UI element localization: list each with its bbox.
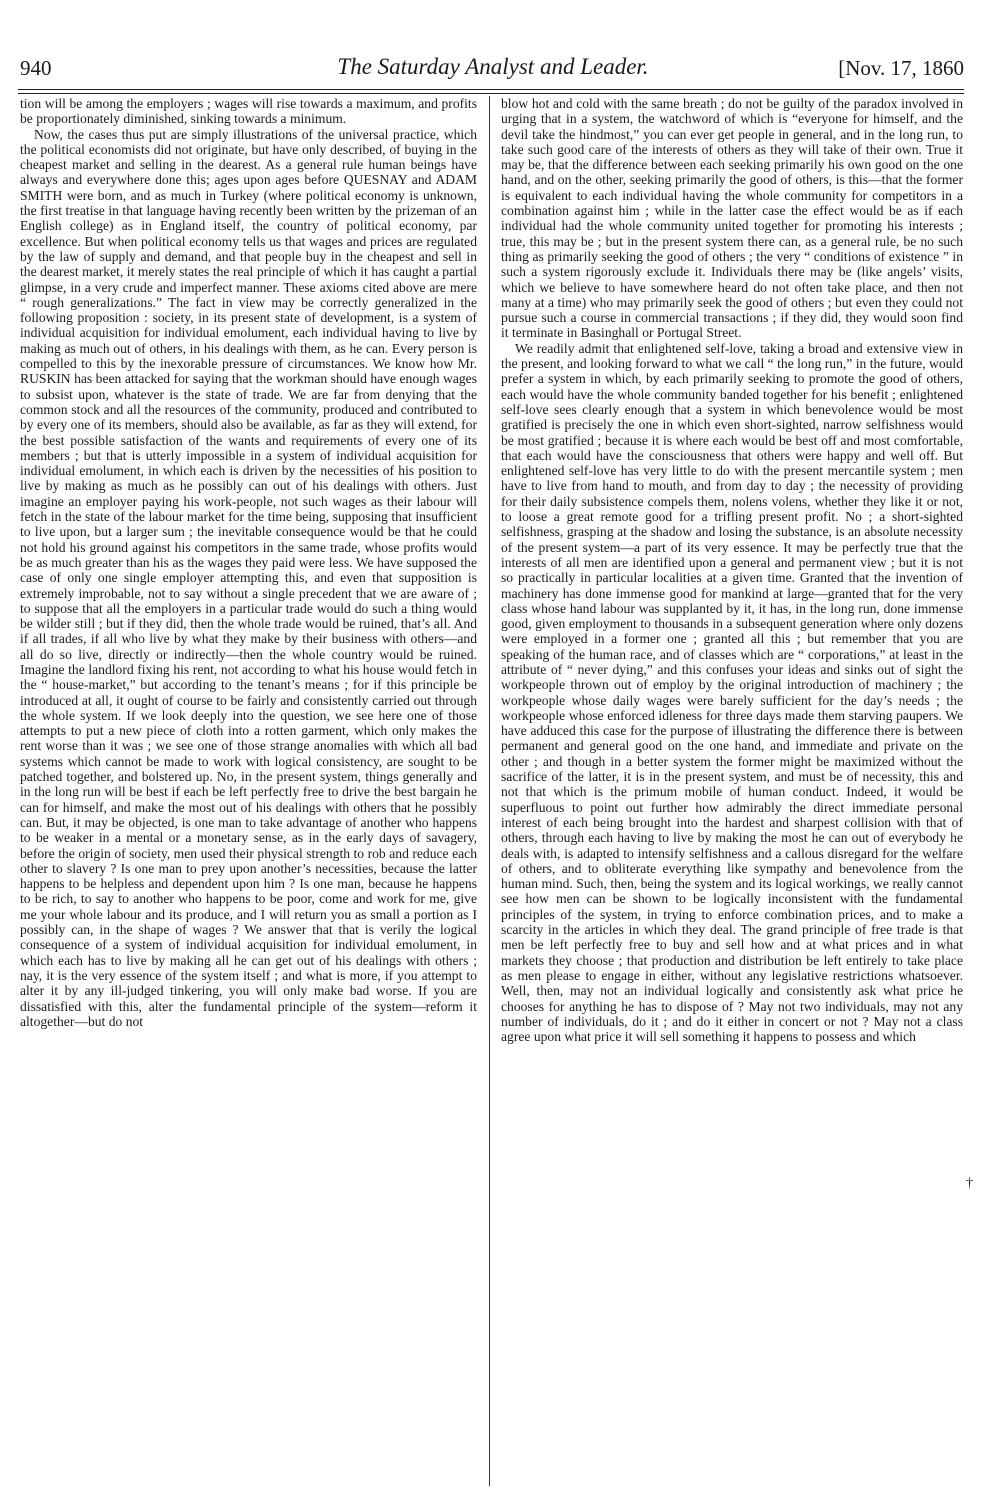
header-rule-double [18,93,964,94]
article-paragraph: blow hot and cold with the same breath ; do not be guilty of the paradox involved in urging that in a system, the watchword of which is “everyone for himself, and the devil take the hindmost,” you can ever get people in general, and in the long run, to take such good care of the interests of others as they will take of their own. True it may be, that the difference between each seeking primarily his own good on the one hand, and on the other, seeking primarily the good of others, is this—that the former is equivalent to each individual having the whole community for competitors in a combination against him ; while in the latter case the effect would be as if each individual had the whole community united together for promoting his interests ; true, this may be ; but in the present system there can, as a general rule, be no such thing as primarily seeking the good of others ; the very “ conditions of existence ” in such a system rigorously exclude it. Individuals there may be (like angels’ visits, which we believe to have somewhere heard do not often take place, and then not many at a time) who may primarily seek the good of others ; but even they could not pursue such a course in commercial transactions ; if they did, they would soon find it terminate in Basinghall or Portugal Street. [501,96,963,341]
page-header [18,52,968,92]
right-column [501,96,963,1488]
article-paragraph: tion will be among the employers ; wages will rise towards a maximum, and profits be proportionately diminished, sinking towards a minimum. [20,96,477,127]
page-number: 940 [20,56,52,80]
issue-date: [Nov. 17, 1860 [838,56,964,80]
column-divider [489,96,490,1486]
article-paragraph: We readily admit that enlightened self-love, taking a broad and extensive view in the present, and looking forward to what we call “ the long run,” in the future, would prefer a system in which, by each primarily seeking to promote the good of others, each would have the whole community banded together for his benefit ; enlightened self-love sees clearly enough that a system in which benevolence would be most gratified is precisely the one in which even short-sighted, narrow selfishness would be most gratified ; because it is where each would be best off and most comfortable, that each would have the consciousness that others were happy and well off. But enlightened self-love has very little to do with the present mercantile system ; men have to live from hand to mouth, and from day to day ; the necessity of providing for their daily subsistence compels them, nolens volens, whether they like it or not, to loose a great remote good for a trifling present profit. No ; a short-sighted selfishness, grasping at the shadow and losing the substance, is an absolute necessity of the present system—a part of its very essence. It may be perfectly true that the interests of all men are identified upon a general and permanent view ; but it is not so practically in particular localities at a given time. Granted that the invention of machinery has done immense good for mankind at large—granted that for the very class whose hand labour was supplanted by it, it has, in the long run, done immense good, given employment to thousands in a subsequent generation where only dozens were employed in a former one ; granted all this ; but remember that you are speaking of the human race, and of classes which are “ corporations,” at least in the attribute of “ never dying,” and this confuses your ideas and sinks out of sight the workpeople thrown out of employ by the original introduction of machinery ; the workpeople whose daily wages were barely sufficient for the day’s needs ; the workpeople whose enforced idleness for three days made them starving paupers. We have adduced this case for the purpose of illustrating the difference there is between permanent and general good on the one hand, and immediate and private on the other ; and though in a better system the former might be maximized without the sacrifice of the latter, it is in the present system, and must be of necessity, this and not that which is the primum mobile of human conduct. Indeed, it would be superfluous to point out further how admirably the direct immediate personal interest of each being brought into the hardest and sharpest collision with that of others, through each having to live by making the most he can out of everybody he deals with, is adapted to intensify selfishness and a callous disregard for the welfare of others, and to obliterate everything like sympathy and benevolence from the human mind. Such, then, being the system and its logical workings, we really cannot see how men can be shown to be logically inconsistent with the fundamental principles of the system, in trying to enforce combination prices, and to make a scarcity in the articles in which they deal. The grand principle of free trade is that men be left perfectly free to buy and sell how and at what prices and in what markets they choose ; that production and distribution be left entirely to take place as men please to engage in either, without any legislative restrictions whatsoever. Well, then, may not an individual logically and consistently ask what price he chooses for anything he has to dispose of ? May not two individuals, may not any number of individuals, do it ; and do it either in concert or not ? May not a class agree upon what price it will sell something it happens to possess and which [501,340,963,1045]
article-paragraph: Now, the cases thus put are simply illustrations of the universal practice, which the political economists did not originate, but have only described, of buying in the cheapest market and selling in the dearest. As a general rule human beings have always and everywhere done this; ages upon ages before QUESNAY and ADAM SMITH were born, and as much in Turkey (where political economy is unknown, the first treatise in that language having recently been written by the prizeman of an English college) as in England itself, the country of political economy, par excellence. But when political economy tells us that wages and prices are regulated by the law of supply and demand, and that people buy in the cheapest and sell in the dearest market, it merely states the real principle of which it has caught a partial glimpse, in a very crude and imperfect manner. These axioms cited above are mere “ rough generalizations.” The fact in view may be correctly generalized in the following proposition : society, in its present state of development, is a system of individual acquisition for individual emolument, each individual having to live by making as much out of others, in his dealings with them, as he can. Every person is compelled to this by the inexorable pressure of circumstances. We know how Mr. RUSKIN has been attacked for saying that the workman should have enough wages to subsist upon, whatever is the state of trade. We are far from denying that the common stock and all the resources of the community, produced and contributed to by every one of its members, should also be available, as far as they will extend, for the best possible satisfaction of the wants and requirements of every one of its members ; but that is utterly impossible in a system of individual acquisition for individual emolument, in which each is driven by the necessities of his position to live by making as much as he possibly can out of his dealings with others. Just imagine an employer paying his work-people, not such wages as their labour will fetch in the state of the labour market for the time being, supposing that insufficient to live upon, but a larger sum ; the inevitable consequence would be that he could not hold his ground against his competitors in the same trade, whose profits would be as much greater than his as the wages they paid were less. We have supposed the case of only one single employer attempting this, and even that supposition is extremely improbable, not to say without a single precedent that we are aware of ; to suppose that all the employers in a particular trade would do such a thing would be wilder still ; but if they did, then the whole trade would be ruined, that’s all. And if all trades, if all who live by what they make by their business with others—and all do so live, directly or indirectly—then the whole country would be ruined. Imagine the landlord fixing his rent, not according to what his house would fetch in the “ house-market,” but according to the tenant’s means ; for if this principle be introduced at all, it ought of course to be fairly and consistently carried out through the whole system. If we look deeply into the question, we see here one of those attempts to put a new piece of cloth into a rotten garment, which only makes the rent worse than it was ; we see one of those strange anomalies with which all bad systems which cannot be made to work with logical consistency, are sought to be patched together, and bolstered up. No, in the present system, things generally and in the long run will be best if each be left perfectly free to drive the best bargain he can for himself, and make the most out of his dealings with others that he possibly can. But, it may be objected, is one man to take advantage of another who happens to be weaker in a mental or a monetary sense, as in the early days of savagery, before the origin of society, men used their physical strength to rob and reduce each other to slavery ? Is one man to prey upon another’s necessities, because the latter happens to be helpless and dependent upon him ? Is one man, because he happens to be rich, to say to another who happens to be poor, come and work for me, give me your whole labour and its produce, and I will return you as small a portion as I possibly can, in the shape of wages ? We answer that that is verily the logical consequence of a system of individual acquisition for individual emolument, in which each has to live by making all he can get out of his dealings with others ; nay, it is the very essence of the system itself ; and what is more, if you attempt to alter it by any ill-judged tinkering, you will only make bad worse. If you are dissatisfied with this, alter the fundamental principle of the system—reform it altogether—but do not [20,126,477,1029]
header-rule [18,89,964,90]
left-column [20,96,477,1488]
margin-mark: † [966,1176,973,1191]
newspaper-title: The Saturday Analyst and Leader. [337,54,649,79]
